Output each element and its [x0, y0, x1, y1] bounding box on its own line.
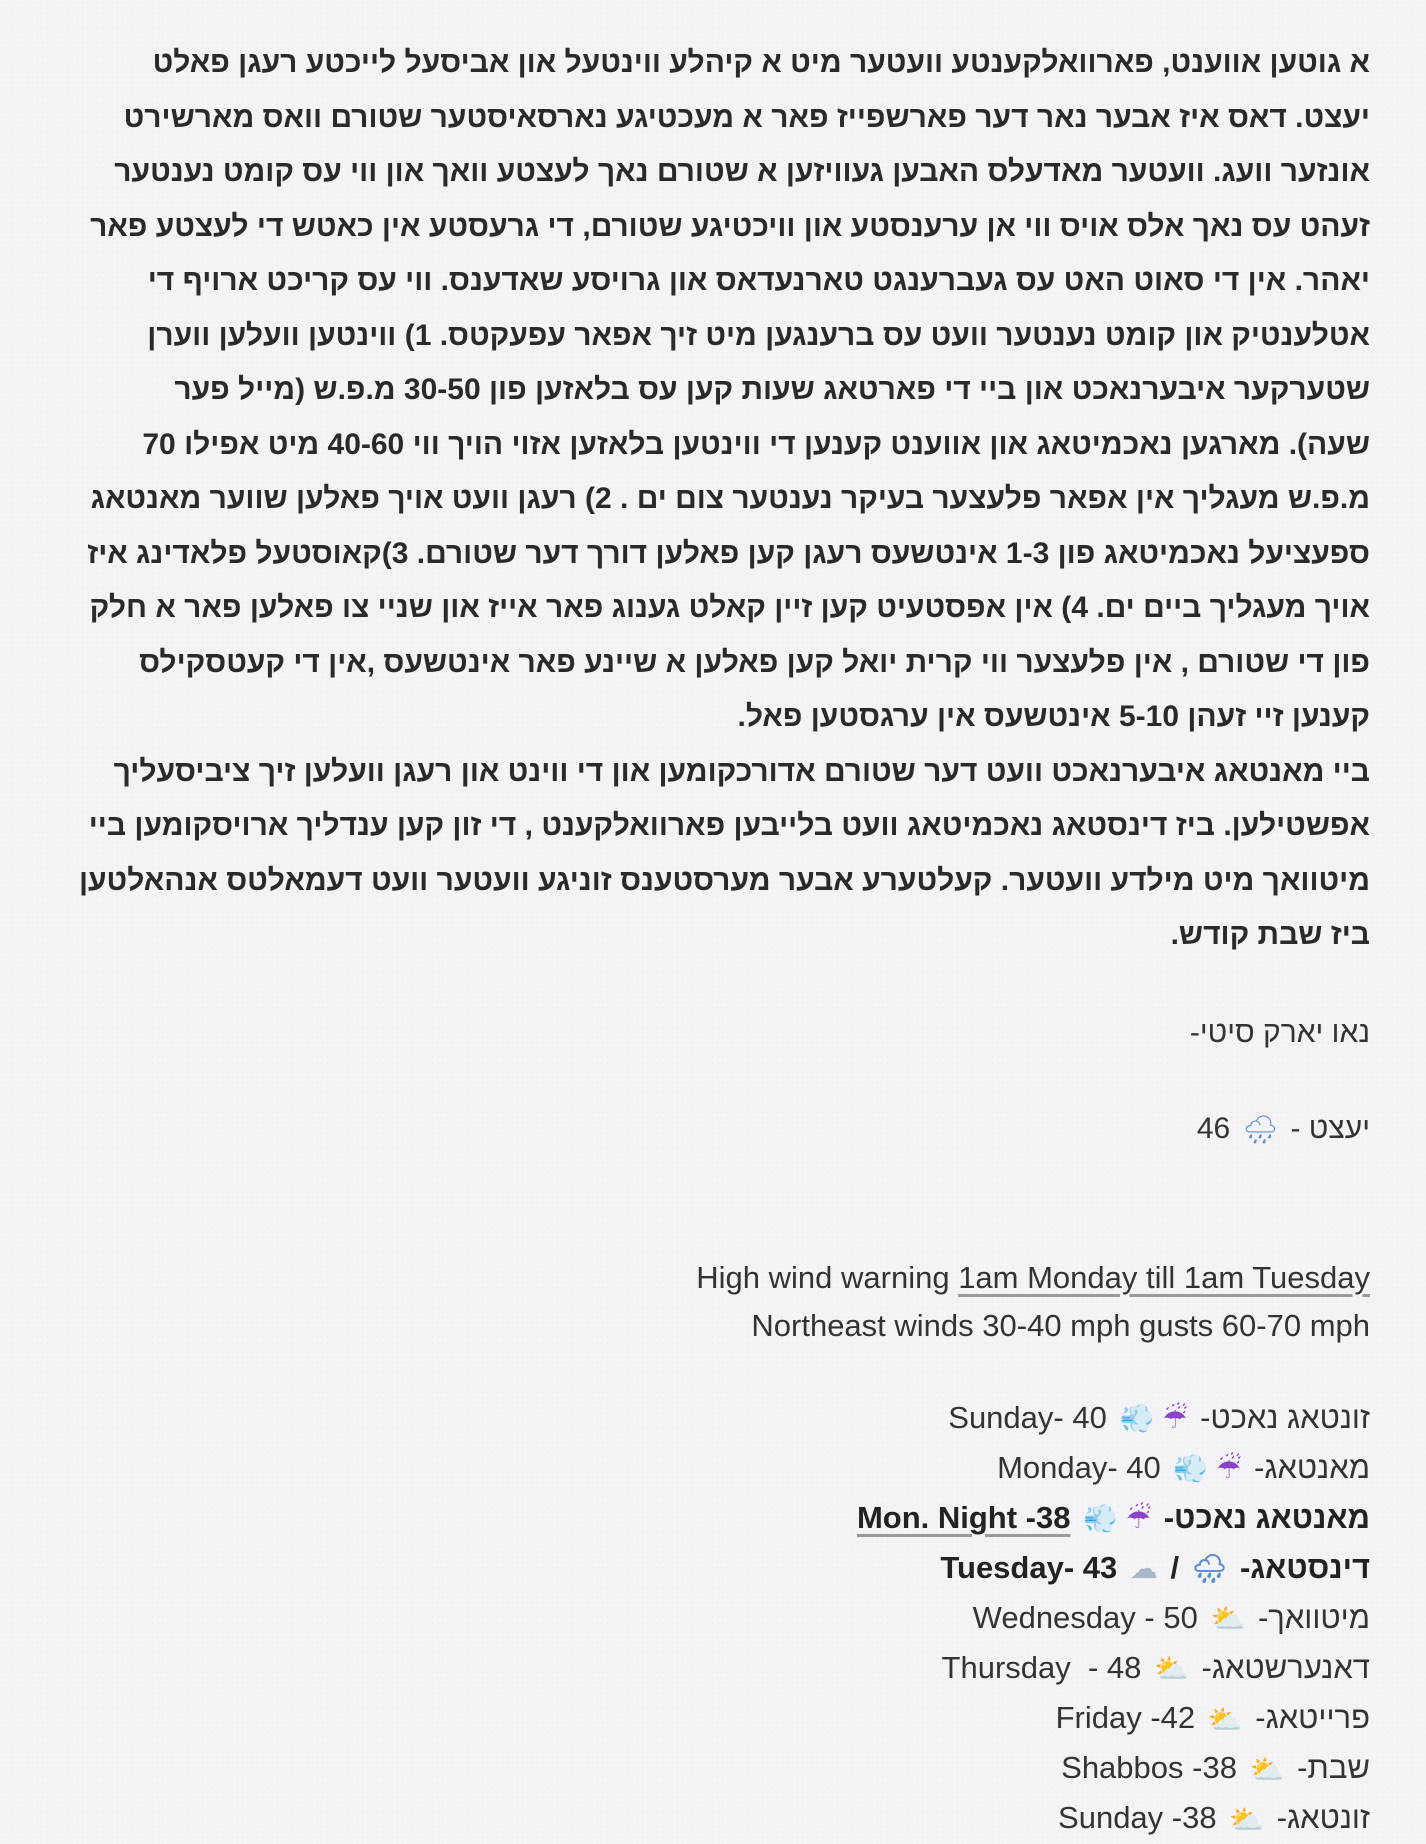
forecast-day-english: Thursday - 48 [941, 1649, 1142, 1685]
intro-line: ספעציעל נאכמיטאג פון 1-3 אינטשעס רעגן קען פאלען דורך דער שטורם. 3)קאוסטעל פלאדינג איז [87, 536, 1370, 570]
intro-line: זעהט עס נאך אלס אויס ווי אן ערענסטע און וויכטיגע שטורם, די גרעסטע אין כאטש די לעצטע פאר [90, 209, 1370, 243]
forecast-day-yiddish: פרייטאג- [1255, 1699, 1370, 1735]
wind-detail-line: Northeast winds 30-40 mph gusts 60-70 mph [751, 1307, 1370, 1343]
intro-line: אונזער וועג. וועטער מאדעלס האבען געוויזען א שטורם נאך לעצטע וואך און ווי עס קומט נענטער [114, 155, 1370, 188]
forecast-day-yiddish: זונטאג נאכט- [1200, 1399, 1370, 1435]
umbrella-rain-icon: ☔ [1125, 1503, 1152, 1535]
wind-icon: 💨 [1119, 1403, 1155, 1435]
rain-cloud-icon: 🌧 [1191, 1553, 1228, 1585]
intro-line: מיטוואך מיט מילדע וועטער. קעלטערע אבער מערסטענס זוניגע וועטער וועט דעמאלטס אנהאלטען [78, 863, 1370, 897]
forecast-day-yiddish: שבת- [1297, 1750, 1370, 1786]
intro-line: ביז שבת קודש. [1170, 918, 1370, 951]
forecast-row [48, 1744, 1370, 1794]
forecast-day-english: Friday -42 [1055, 1699, 1196, 1735]
forecast-row [48, 1494, 1370, 1544]
intro-line: פון די שטורם , אין פלעצער ווי קרית יואל קען פאלען א שיינע פאר אינטשעס ,אין די קעטסקילס [139, 645, 1370, 679]
current-temp: 46 [1196, 1111, 1231, 1145]
current-conditions [48, 1109, 1370, 1150]
note-body [48, 36, 1370, 1844]
forecast-day-english: Wednesday - 50 [972, 1599, 1198, 1635]
forecast-row [48, 1544, 1370, 1594]
forecast-row [48, 1394, 1370, 1444]
sun-behind-cloud-icon: ⛅ [1249, 1753, 1285, 1785]
cloud-icon: ☁ [1129, 1553, 1158, 1585]
forecast-day-yiddish: זונטאג- [1276, 1800, 1370, 1836]
intro-line: אפשטילען. ביז דינסטאג נאכמיטאג וועט בלייבען פארוואלקענט , די זון קען ענדליך ארויסקומען ביי [88, 809, 1370, 842]
intro-line: אטלענטיק און קומט נענטער וועט עס ברענגען מיט זיך אפאר עפעקטס. 1) ווינטען וועלען ווערן [147, 318, 1370, 352]
umbrella-rain-icon: ☔ [1162, 1403, 1188, 1435]
intro-line: יעצט. דאס איז אבער נאר דער פארשפייז פאר א מעכטיגע נארסאיסטער שטורם וואס מארשירט [123, 100, 1370, 134]
city-label: נאו יארק סיטי- [1189, 1015, 1370, 1049]
intro-line: יאהר. אין די סאוט האט עס געברענגט טארנעדאס און גרויסע שאדענס. ווי עס קריכט ארויף די [147, 264, 1370, 297]
umbrella-rain-icon: ☔ [1216, 1453, 1242, 1485]
forecast-day-english: Sunday -38 [1058, 1800, 1217, 1836]
rain-cloud-icon: 🌧 [1242, 1113, 1279, 1145]
forecast-day-yiddish: מיטוואך- [1257, 1599, 1370, 1635]
intro-paragraph [48, 36, 1370, 963]
forecast-day-english: Monday- 40 [997, 1449, 1161, 1485]
intro-line: ביי מאנטאג איבערנאכט וועט דער שטורם אדורכקומען און די ווינט און רעגן וועלען זיך ציביסעליך [113, 754, 1370, 788]
wind-warning-line [48, 1254, 1370, 1302]
wind-icon: 💨 [1173, 1453, 1209, 1485]
wind-warning-prefix: High wind warning [696, 1259, 959, 1295]
intro-line: אויך מעגליך ביים ים. 4) אין אפסטעיט קען זיין קאלט גענוג פאר אייז און שניי צו פאלען פאר א חלק [89, 591, 1370, 624]
forecast-day-yiddish: מאנטאג- [1254, 1449, 1370, 1485]
forecast-day-english: Sunday- 40 [948, 1399, 1107, 1435]
intro-line: שטערקער איבערנאכט און ביי די פארטאג שעות קען עס בלאזען פון 30-50 מ.פ.ש (מייל פער [174, 373, 1370, 406]
intro-line: קענען זיי זעהן 5-10 אינטשעס אין ערגסטען פאל. [737, 700, 1370, 733]
forecast-day-yiddish: דינסטאג- [1239, 1549, 1370, 1585]
forecast-row [48, 1694, 1370, 1744]
forecast-row [48, 1594, 1370, 1644]
forecast-row [48, 1644, 1370, 1694]
sun-behind-cloud-icon: ⛅ [1154, 1653, 1189, 1685]
current-label: יעצט - [1290, 1111, 1370, 1145]
sun-behind-cloud-icon: ⛅ [1210, 1603, 1246, 1635]
wind-warning-time[interactable]: 1am Monday till 1am Tuesday [958, 1259, 1370, 1295]
forecast-list [48, 1394, 1370, 1844]
forecast-row [48, 1444, 1370, 1494]
wind-icon: 💨 [1083, 1503, 1118, 1535]
sun-behind-cloud-icon: ⛅ [1207, 1703, 1243, 1735]
forecast-day-english: Shabbos -38 [1061, 1750, 1237, 1786]
sun-behind-cloud-icon: ⛅ [1229, 1803, 1265, 1835]
forecast-day-yiddish: מאנטאג נאכט- [1163, 1499, 1370, 1535]
intro-line: שעה). מארגען נאכמיטאג און אווענט קענען די ווינטען בלאזען אזוי הויך ווי 40-60 מיט אפילו 70 [142, 427, 1370, 461]
forecast-day-english: Tuesday- 43 [940, 1549, 1118, 1585]
intro-line: מ.פ.ש מעגליך אין אפאר פלעצער בעיקר נענטער צום ים . 2) רעגן וועט אויך פאלען שווער מאנטאג [90, 482, 1370, 515]
forecast-day-english[interactable]: Mon. Night -38 [856, 1499, 1071, 1535]
forecast-day-yiddish: דאנערשטאג- [1201, 1649, 1370, 1685]
forecast-row [48, 1794, 1370, 1844]
intro-line: א גוטען אווענט, פארוואלקענטע וועטער מיט א קיהלע ווינטעל און אביסעל לייכטע רעגן פאלט [152, 46, 1370, 79]
forecast-separator: / [1170, 1549, 1180, 1585]
